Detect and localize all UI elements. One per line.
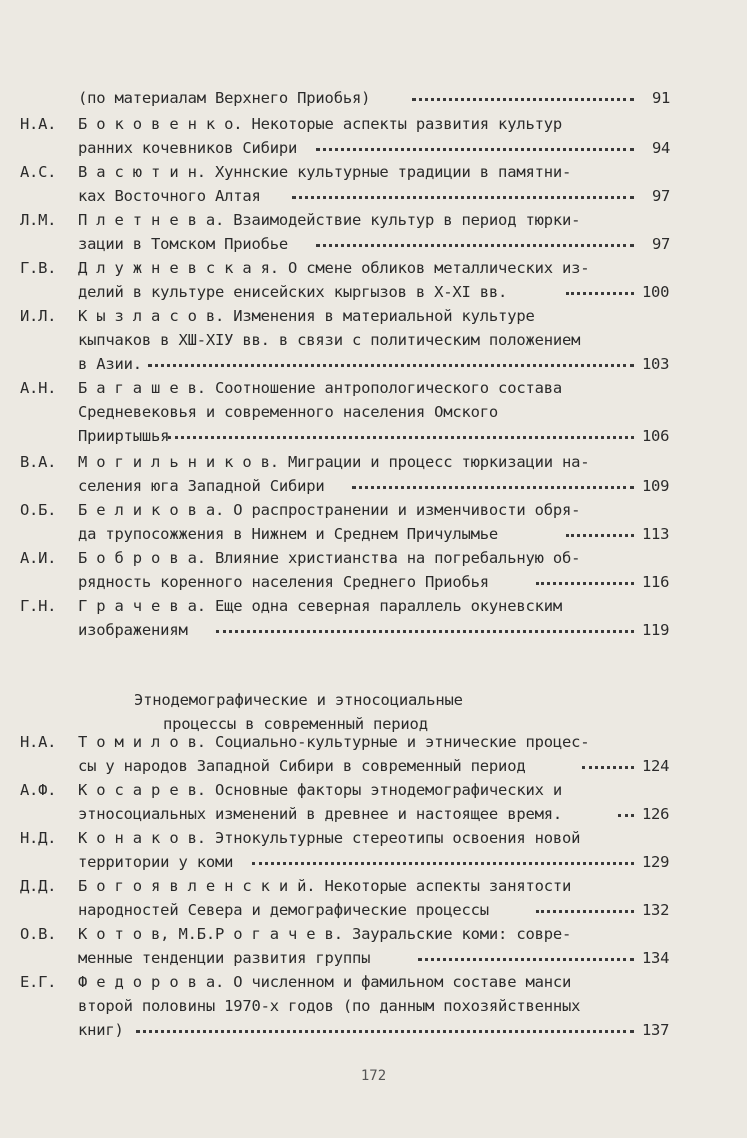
- toc-entry-continuation: [0, 1018, 747, 1042]
- toc-entry: [0, 208, 747, 232]
- toc-entry-continuation: [0, 522, 747, 546]
- entry-title-line: Т о м и л о в. Социально-культурные и этнические процес-: [78, 733, 590, 751]
- entry-title-line: Г р а ч е в а. Еще одна северная параллель окуневским: [78, 597, 562, 615]
- author-initials: О.Б.: [20, 501, 57, 519]
- toc-entry-continuation: [0, 618, 747, 642]
- author-initials: Д.Д.: [20, 877, 57, 895]
- entry-title-line: К о с а р е в. Основные факторы этнодемографических и: [78, 781, 562, 799]
- entry-title-line: менные тенденции развития группы: [78, 949, 371, 967]
- entry-title-line: селения юга Западной Сибири: [78, 477, 325, 495]
- toc-entry-continuation: [0, 184, 747, 208]
- toc-entry-continuation: [0, 850, 747, 874]
- dot-leader: [536, 910, 634, 913]
- page-number: 119: [642, 621, 670, 639]
- entry-title-line: К ы з л а с о в. Изменения в материальной культуре: [78, 307, 535, 325]
- page-number: 132: [642, 901, 670, 919]
- toc-entry-continuation: [0, 280, 747, 304]
- page-number: 103: [642, 355, 670, 373]
- dot-leader: [316, 148, 634, 151]
- toc-entry-continuation: [0, 400, 747, 448]
- author-initials: Н.А.: [20, 115, 57, 133]
- entry-title-line: Б о б р о в а. Влияние христианства на погребальную об-: [78, 549, 581, 567]
- dot-leader: [582, 766, 634, 769]
- toc-entry: [0, 160, 747, 184]
- toc-entry: [0, 778, 747, 802]
- page-number: 137: [642, 1021, 670, 1039]
- entry-title-line: народностей Севера и демографические процессы: [78, 901, 489, 919]
- entry-title-line: книг): [78, 1021, 124, 1039]
- entry-title-line: М о г и л ь н и к о в. Миграции и процесс тюркизации на-: [78, 453, 590, 471]
- author-initials: А.Ф.: [20, 781, 57, 799]
- author-initials: Л.М.: [20, 211, 57, 229]
- dot-leader: [412, 98, 634, 101]
- entry-title-line: сы у народов Западной Сибири в современный период: [78, 757, 526, 775]
- toc-entry-continuation: [0, 802, 747, 826]
- entry-title-line: (по материалам Верхнего Приобья): [78, 89, 371, 107]
- toc-entry: [0, 970, 747, 994]
- dot-leader: [618, 814, 634, 817]
- dot-leader: [168, 436, 634, 439]
- section-heading-line: Этнодемографические и этносоциальные: [134, 691, 463, 709]
- toc-entry: [0, 922, 747, 946]
- toc-entry-continuation: [0, 136, 747, 160]
- author-initials: О.В.: [20, 925, 57, 943]
- author-initials: И.Л.: [20, 307, 57, 325]
- page-number: 129: [642, 853, 670, 871]
- toc-entry: [0, 874, 747, 898]
- entry-title-line: изображениям: [78, 621, 188, 639]
- dot-leader: [316, 244, 634, 247]
- author-initials: В.А.: [20, 453, 57, 471]
- dot-leader: [536, 582, 634, 585]
- entry-title-line: второй половины 1970-х годов (по данным похозяйственных: [78, 997, 581, 1015]
- page-number: 97: [652, 235, 671, 253]
- toc-entry: [0, 498, 747, 522]
- toc-entry: [0, 112, 747, 136]
- entry-title-line: К о н а к о в. Этнокультурные стереотипы освоения новой: [78, 829, 581, 847]
- dot-leader: [566, 534, 634, 537]
- dot-leader: [418, 958, 634, 961]
- page-number: 116: [642, 573, 670, 591]
- author-initials: Н.Д.: [20, 829, 57, 847]
- entry-title-line: рядность коренного населения Среднего Приобья: [78, 573, 489, 591]
- author-initials: А.С.: [20, 163, 57, 181]
- section-heading-line: процессы в современный период: [163, 715, 428, 733]
- dot-leader: [136, 1030, 634, 1033]
- author-initials: Г.В.: [20, 259, 57, 277]
- toc-entry-continuation: [0, 328, 747, 352]
- dot-leader: [566, 292, 634, 295]
- entry-title-line: Б о к о в е н к о. Некоторые аспекты развития культур: [78, 115, 562, 133]
- entry-title-line: В а с ю т и н. Хуннские культурные традиции в памятни-: [78, 163, 572, 181]
- page-number: 94: [652, 139, 671, 157]
- page-number: 134: [642, 949, 670, 967]
- toc-entry-continuation: [0, 352, 747, 376]
- toc-entry: [0, 256, 747, 280]
- page-number: 124: [642, 757, 670, 775]
- page-folio: 172: [360, 1068, 387, 1084]
- page-number: 91: [652, 89, 671, 107]
- page-number: 100: [642, 283, 670, 301]
- page-number: 106: [642, 427, 670, 445]
- entry-title-line: Б о г о я в л е н с к и й. Некоторые аспекты занятости: [78, 877, 572, 895]
- toc-entry: [0, 826, 747, 850]
- page-number: 97: [652, 187, 671, 205]
- toc-entry-continuation: [0, 570, 747, 594]
- entry-title-line: Б е л и к о в а. О распространении и изменчивости обря-: [78, 501, 581, 519]
- entry-title-line: П л е т н е в а. Взаимодействие культур в период тюрки-: [78, 211, 581, 229]
- entry-title-line: территории у коми: [78, 853, 234, 871]
- entry-title-line: ранних кочевников Сибири: [78, 139, 298, 157]
- dot-leader: [216, 630, 634, 633]
- toc-entry: [0, 594, 747, 618]
- entry-title-line: Средневековья и современного населения Омского Прииртышья: [78, 403, 499, 445]
- author-initials: Е.Г.: [20, 973, 57, 991]
- dot-leader: [352, 486, 634, 489]
- entry-title-line: в Азии.: [78, 355, 142, 373]
- entry-title-line: зации в Томском Приобье: [78, 235, 289, 253]
- entry-title-line: К о т о в, М.Б.Р о г а ч е в. Зауральские коми: совре-: [78, 925, 572, 943]
- entry-title-line: ках Восточного Алтая: [78, 187, 261, 205]
- toc-entry: [0, 450, 747, 474]
- entry-title-line: этносоциальных изменений в древнее и настоящее время.: [78, 805, 562, 823]
- page-number: 126: [642, 805, 670, 823]
- toc-entry-continuation: [0, 946, 747, 970]
- toc-entry-continuation: [0, 754, 747, 778]
- author-initials: А.Н.: [20, 379, 57, 397]
- entry-title-line: Д л у ж н е в с к а я. О смене обликов металлических из-: [78, 259, 590, 277]
- entry-title-line: Ф е д о р о в а. О численном и фамильном составе манси: [78, 973, 572, 991]
- author-initials: Н.А.: [20, 733, 57, 751]
- author-initials: А.И.: [20, 549, 57, 567]
- dot-leader: [292, 196, 634, 199]
- toc-entry-continuation: [0, 994, 747, 1018]
- dot-leader: [252, 862, 634, 865]
- toc-entry: [0, 546, 747, 570]
- entry-title-line: делий в культуре енисейских кыргызов в X-XI вв.: [78, 283, 508, 301]
- toc-entry-continuation: [0, 232, 747, 256]
- toc-entry: [0, 376, 747, 400]
- toc-entry: [0, 86, 747, 110]
- page-number: 109: [642, 477, 670, 495]
- entry-title-line: да трупосожжения в Нижнем и Среднем Причулымье: [78, 525, 499, 543]
- author-initials: Г.Н.: [20, 597, 57, 615]
- dot-leader: [148, 364, 634, 367]
- toc-entry-continuation: [0, 898, 747, 922]
- page-number: 113: [642, 525, 670, 543]
- toc-entry-continuation: [0, 474, 747, 498]
- entry-title-line: кыпчаков в XШ-XIУ вв. в связи с политическим положением: [78, 331, 581, 349]
- toc-entry: [0, 304, 747, 328]
- toc-entry: [0, 730, 747, 754]
- entry-title-line: Б а г а ш е в. Соотношение антропологического состава: [78, 379, 562, 397]
